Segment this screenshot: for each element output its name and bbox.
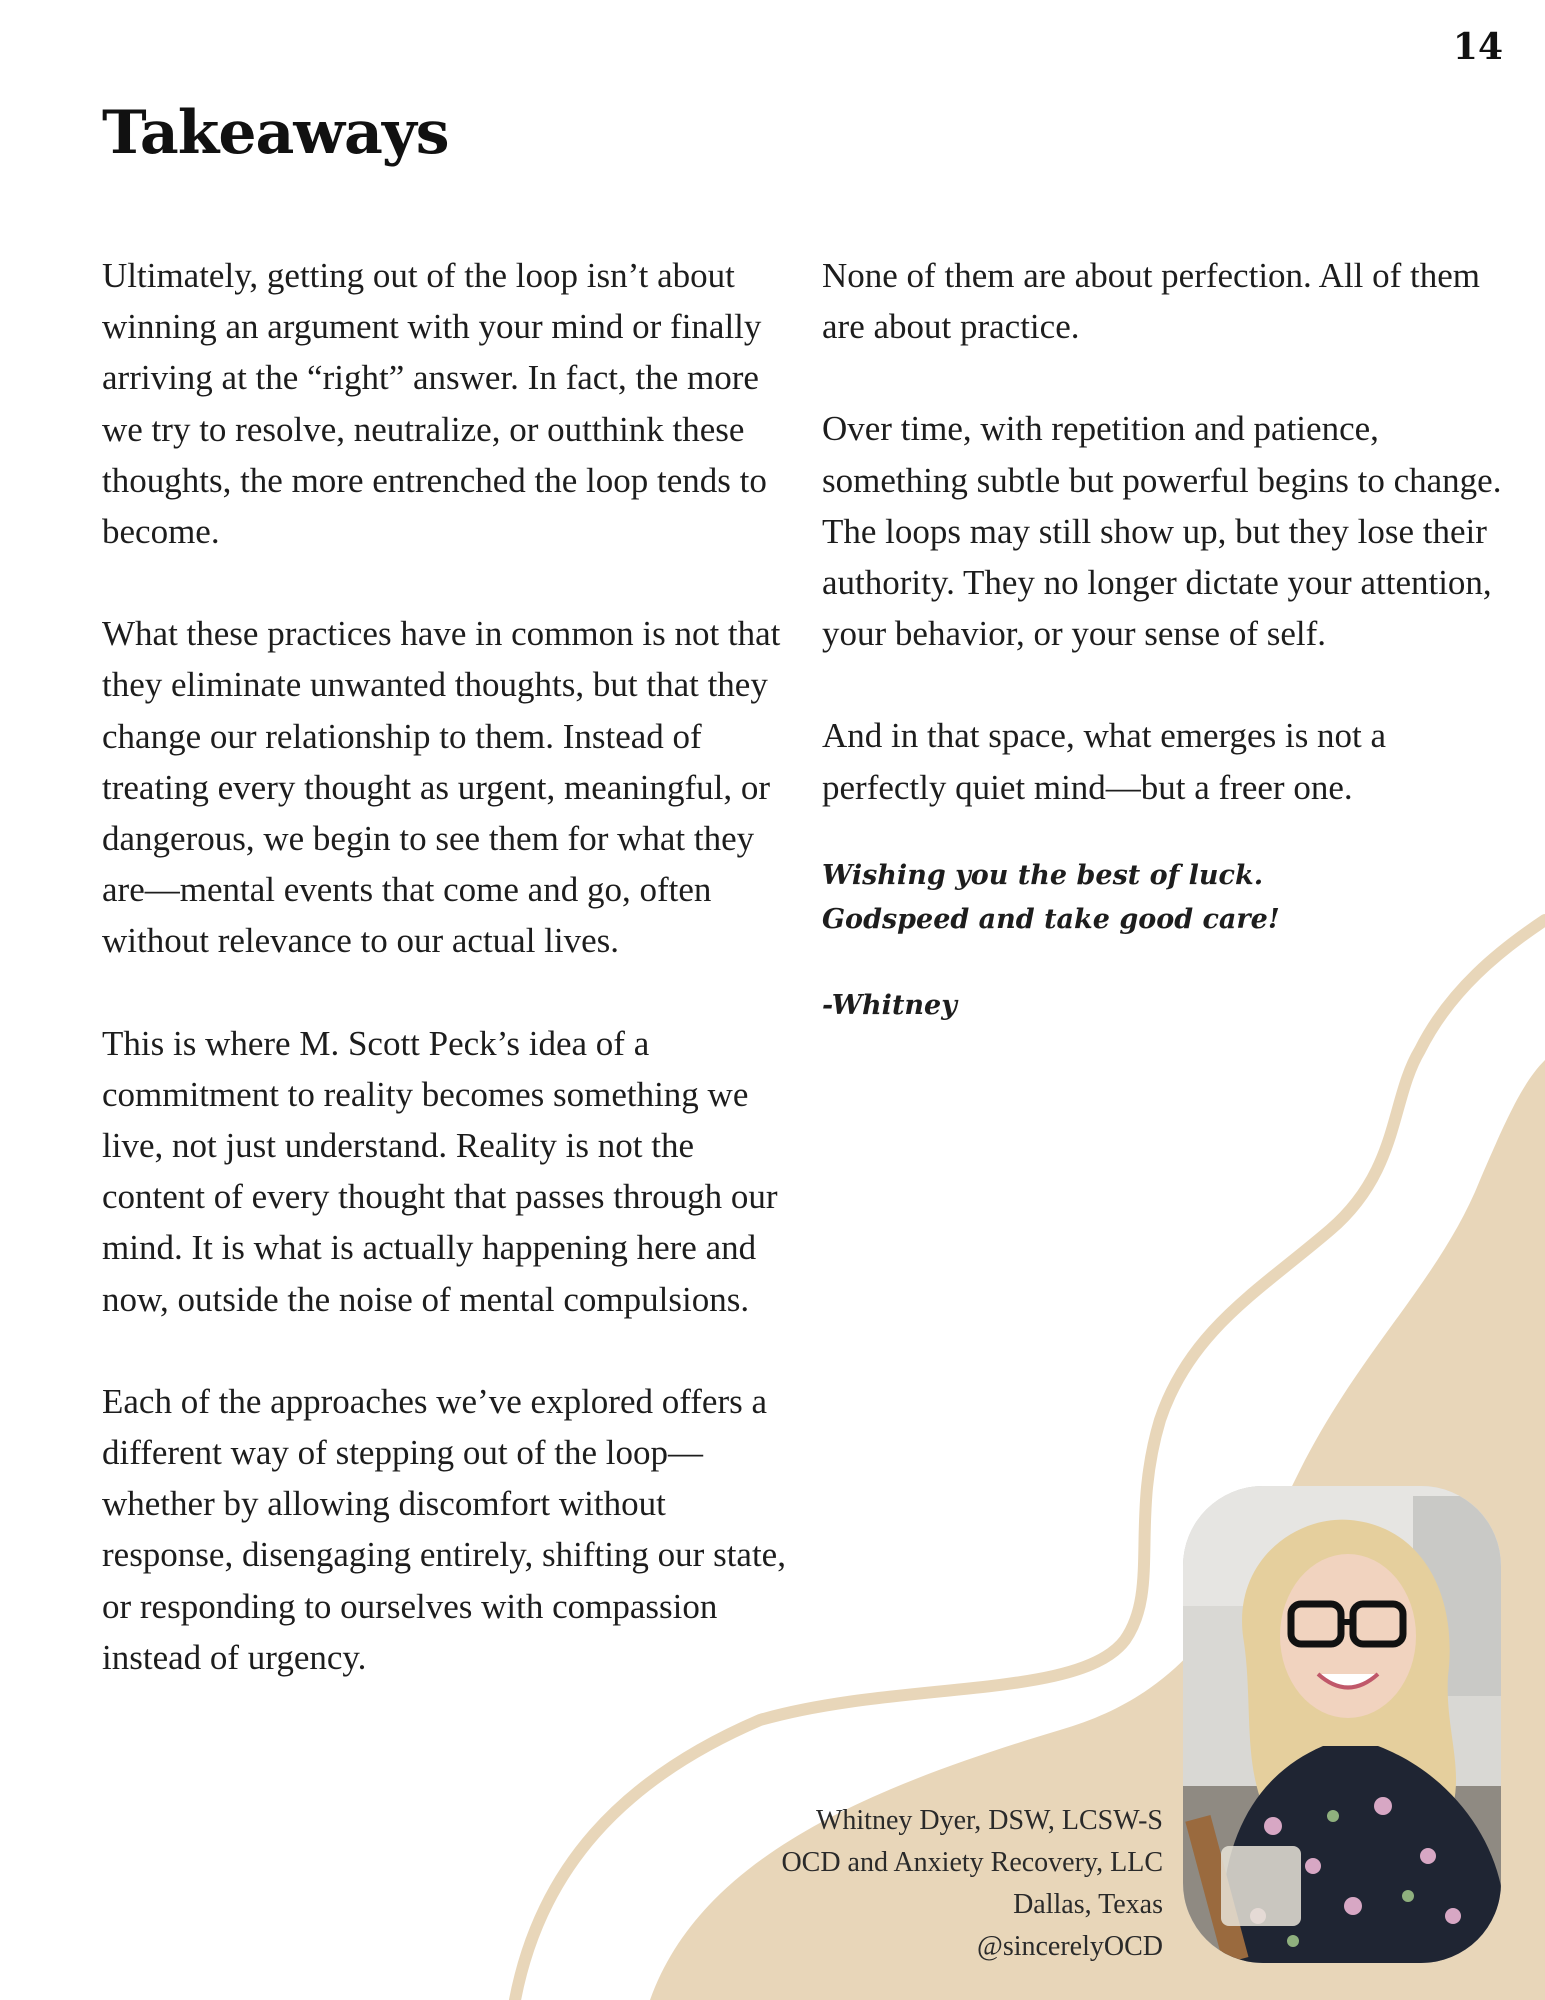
author-practice: OCD and Anxiety Recovery, LLC (781, 1847, 1163, 1878)
paragraph: And in that space, what emerges is not a perfectly quiet mind—but a freer one. (822, 716, 1387, 807)
paragraph: Over time, with repetition and patience, something subtle but powerful begins to change. The loops may still show up, but they lose their authority. They no longer dictate your attention, your behavior, or your sense of self. (822, 409, 1502, 654)
paragraph: This is where M. Scott Peck’s idea of a commitment to reality becomes something we live, not just understand. Reality is not the content of every thought that passes through our mind. It is what is actually happening here and now, outside the noise of mental compulsions. (102, 1023, 778, 1319)
author-photo (1183, 1486, 1501, 1963)
author-name: Whitney Dyer, DSW, LCSW-S (815, 1805, 1163, 1836)
paragraph: What these practices have in common is not that they eliminate unwanted thoughts, but that they change our relationship to them. Instead of treating every thought as urgent, meaningful, or dangerous, we begin to see them for what they are—mental events that come and go, often without relevance to our actual lives. (102, 614, 781, 961)
paragraph: Ultimately, getting out of the loop isn’t about winning an argument with your mind or finally arriving at the “right” answer. In fact, the more we try to resolve, neutralize, or outthink these thoughts, the more entrenched the loop tends to become. (102, 256, 767, 552)
left-column (102, 250, 802, 1734)
signoff-name: -Whitney (822, 989, 957, 1021)
page-number: 14 (1452, 26, 1503, 68)
portrait-photo-icon (1183, 1486, 1501, 1963)
author-info (781, 1800, 1163, 1968)
page-title: Takeaways (102, 98, 449, 168)
signoff-message (822, 854, 1502, 942)
author-location: Dallas, Texas (1013, 1889, 1163, 1920)
paragraph: None of them are about perfection. All of them are about practice. (822, 256, 1480, 347)
paragraph: Each of the approaches we’ve explored offers a different way of stepping out of the loop—whether by allowing discomfort without response, disengaging entirely, shifting our state, or responding to ourselves with compassion instead of urgency. (102, 1381, 786, 1677)
signoff-line: Wishing you the best of luck. (822, 859, 1264, 891)
right-column (822, 250, 1502, 1028)
author-handle: @sincerelyOCD (977, 1931, 1163, 1962)
signoff-line: Godspeed and take good care! (822, 903, 1280, 935)
